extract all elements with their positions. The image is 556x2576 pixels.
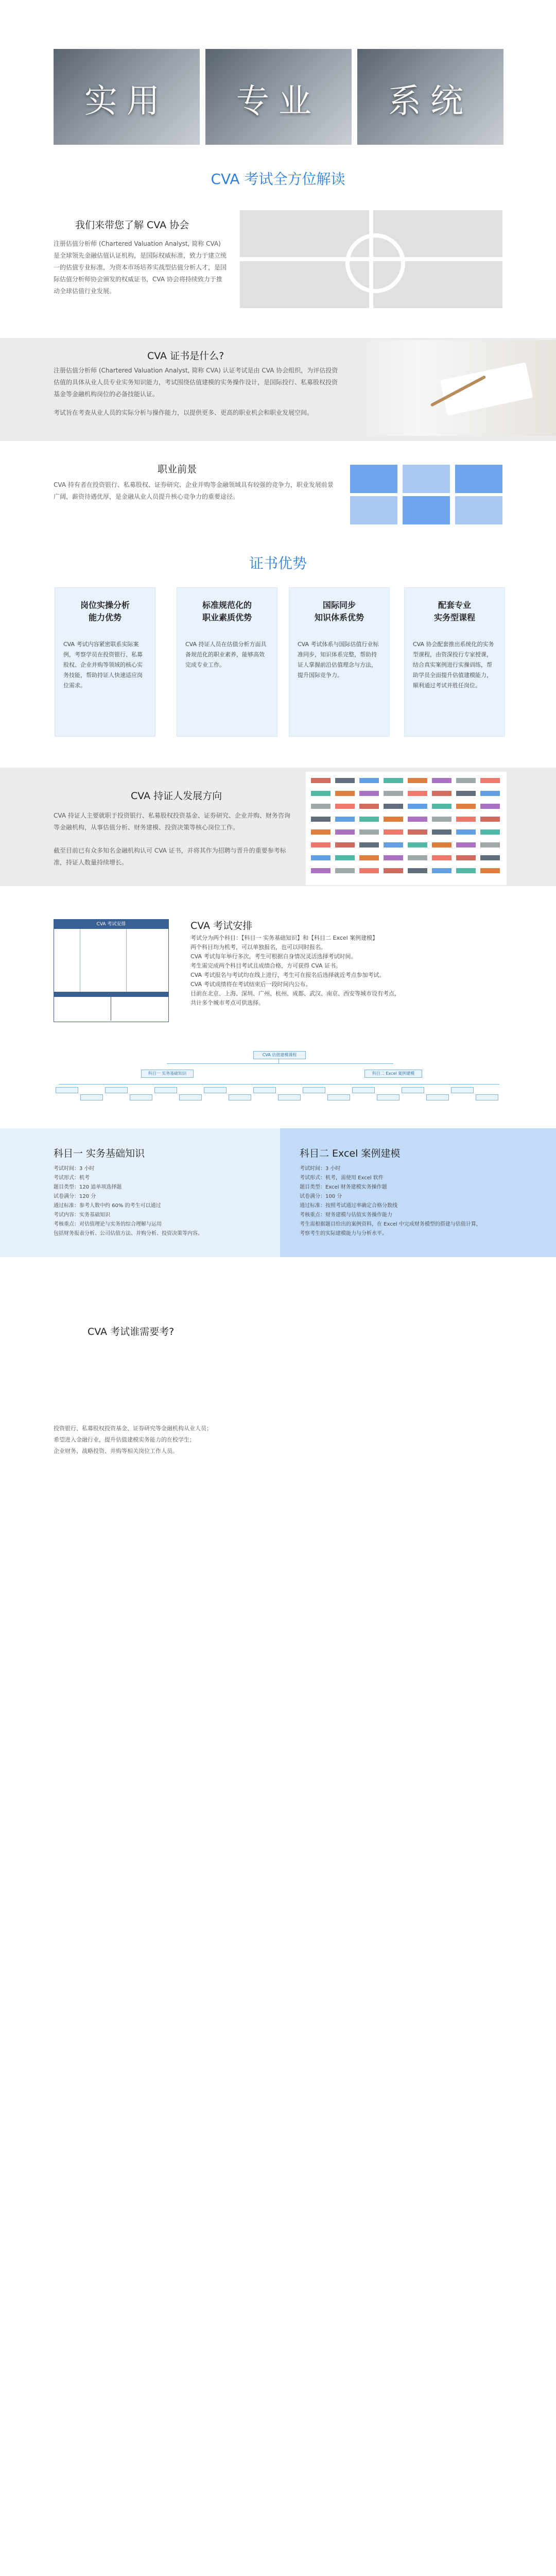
tree-leaf-node (377, 1094, 399, 1100)
partner-logo (480, 829, 500, 835)
partner-logo (480, 868, 500, 873)
partner-logo (359, 791, 379, 796)
partner-logo (335, 868, 355, 873)
need-line: 企业财务、战略投资、并购等相关岗位工作人员。 (54, 1448, 178, 1454)
schedule-lines (190, 934, 499, 1008)
schedule-line: CVA 考试报名与考试均在线上进行，考生可在报名后选择就近考点参加考试。 (190, 972, 385, 978)
partner-logo (335, 778, 355, 783)
subject1-line: 题目类型：120 道单项选择题 (54, 1184, 122, 1190)
partner-logo (335, 791, 355, 796)
tree-leaf-node (402, 1087, 424, 1093)
tree-leaf-node (303, 1087, 325, 1093)
subject1-line: 考核重点：对估值理论与实务的综合理解与运用 (54, 1222, 162, 1227)
schedule-line: 两个科目均为机考，可以单独报名，也可以同时报名。 (190, 944, 326, 951)
partner-logo (359, 804, 379, 809)
partner-logo (408, 868, 427, 873)
partner-logo (456, 778, 476, 783)
subject2-line: 通过标准：按照考试通过率确定合格分数线 (300, 1203, 397, 1209)
partner-logo (311, 868, 331, 873)
subject1-line: 考试形式：机考 (54, 1175, 90, 1181)
partner-logo (359, 868, 379, 873)
subject2-line: 考生需根据题目给出的案例资料，在 Excel 中完成财务模型的搭建与估值计算， (300, 1222, 481, 1227)
partner-logo (480, 842, 500, 848)
intro-title: 我们来带您了解 CVA 协会 (75, 219, 189, 231)
partner-logo (311, 817, 331, 822)
subject2-line: 考核重点：财务建模与估值实务操作能力 (300, 1212, 392, 1218)
partner-logo (335, 817, 355, 822)
partner-logo (432, 791, 451, 796)
partner-logo (311, 804, 331, 809)
tree-leaf-node (426, 1094, 449, 1100)
need-lines (54, 1423, 254, 1457)
tree-leaf-node (80, 1094, 103, 1100)
partner-logo (408, 804, 427, 809)
career-tiles (350, 465, 505, 524)
intro-image (240, 210, 502, 308)
partner-logo (480, 791, 500, 796)
partner-logo (335, 842, 355, 848)
partner-logo (359, 829, 379, 835)
card-text: CVA 持证人员在估值分析方面具备规范化的职业素养，能够高效完成专业工作。 (185, 641, 267, 668)
advantage-card-1 (55, 587, 155, 737)
course-tree (54, 1051, 505, 1118)
partner-logo (408, 778, 427, 783)
card-title-line1: 岗位实操分析 (80, 600, 130, 610)
subject2-line: 试卷满分：100 分 (300, 1194, 342, 1199)
partner-logo (408, 855, 427, 860)
tree-leaf-node (105, 1087, 128, 1093)
partner-logo (432, 842, 451, 848)
card-title-line1: 标准规范化的 (202, 600, 252, 610)
advantage-card-2 (177, 587, 277, 737)
subject2-line: 考试时间：3 小时 (300, 1166, 341, 1172)
subject2-line: 考察考生的实际建模能力与分析水平。 (300, 1231, 387, 1236)
tree-leaf-node (154, 1087, 177, 1093)
subject2-line: 考试形式：机考，需使用 Excel 软件 (300, 1175, 384, 1181)
subject1-line: 考试内容：实务基础知识 (54, 1212, 110, 1218)
tree-leaf-node (56, 1087, 78, 1093)
hero-card-label: 系统 (388, 82, 473, 121)
need-line: 投资银行、私募股权投资基金、证券研究等金融机构从业人员； (54, 1425, 212, 1432)
tree-leaf-node (204, 1087, 227, 1093)
what-title: CVA 证书是什么? (147, 350, 224, 362)
what-text-1: 注册估值分析师 (Chartered Valuation Analyst, 简称 CVA) 认证考试是由 CVA 协会组织，为评估投资估值的具体从业人员专业实务知识能力，考试围绕估值建模的实务操作设计，是国际投行、私募股权投资基金等金融机构岗位的必备技能认证。 (54, 367, 338, 398)
partner-logo (311, 855, 331, 860)
schedule-line: CVA 考试每年举行多次，考生可根据自身情况灵活选择考试时间。 (190, 953, 357, 960)
partner-logo-wall (306, 772, 507, 885)
card-title-line2: 职业素质优势 (202, 613, 252, 622)
subject2-title: 科目二 Excel 案例建模 (300, 1148, 401, 1159)
subject1-line: 包括财务报表分析、公司估值方法、并购分析、投资决策等内容。 (54, 1231, 203, 1236)
hero-card-label: 专业 (236, 82, 321, 121)
partner-logo (408, 791, 427, 796)
partner-logo (384, 868, 403, 873)
hero-card-practical (54, 49, 200, 145)
tree-leaf-node (253, 1087, 276, 1093)
schedule-table-header: CVA 考试安排 (54, 920, 168, 929)
card-title-line1: 配套专业 (438, 600, 471, 610)
partner-logo (311, 778, 331, 783)
partner-logo (384, 817, 403, 822)
partner-logo (456, 855, 476, 860)
subject2-lines (300, 1164, 506, 1239)
card-title-line2: 知识体系优势 (314, 613, 364, 622)
career-text: CVA 持有者在投资银行、私募股权、证券研究、企业并购等金融领域具有较强的竞争力，职业发展前景广阔，薪资待遇优厚，是金融从业人员提升核心竞争力的重要途径。 (54, 481, 334, 500)
partner-logo (408, 817, 427, 822)
partner-logo (432, 868, 451, 873)
subject1-line: 试卷满分：120 分 (54, 1194, 96, 1199)
tree-leaf-node (476, 1094, 498, 1100)
schedule-line: 目前在北京、上海、深圳、广州、杭州、成都、武汉、南京、西安等城市设有考点， (190, 990, 400, 997)
partner-logo (456, 868, 476, 873)
direction-text-2: 截至目前已有众多知名金融机构认可 CVA 证书，并将其作为招聘与晋升的重要参考标准，持证人数量持续增长。 (54, 847, 286, 866)
partner-logo (432, 778, 451, 783)
partner-logo (456, 829, 476, 835)
subject2-line: 题目类型：Excel 财务建模实务操作题 (300, 1184, 387, 1190)
hero-card-label: 实用 (84, 82, 169, 121)
partner-logo (311, 791, 331, 796)
career-title: 职业前景 (158, 464, 197, 475)
tree-left: 科目一 实务基础知识 (141, 1070, 194, 1078)
partner-logo (432, 829, 451, 835)
subject1-line: 通过标准：参考人数中约 60% 的考生可以通过 (54, 1203, 161, 1209)
partner-logo (335, 855, 355, 860)
hero-card-systematic (357, 49, 503, 145)
partner-logo (480, 855, 500, 860)
need-title: CVA 考试谁需要考? (88, 1326, 175, 1337)
tree-leaf-node (179, 1094, 202, 1100)
schedule-table (54, 919, 169, 1022)
advantage-card-3 (289, 587, 390, 737)
card-text: CVA 考试内容紧密联系实际案例，考察学员在投资银行、私募股权、企业并购等领域的核心实务技能，帮助持证人快速适应岗位需求。 (63, 641, 143, 689)
partner-logo (384, 855, 403, 860)
partner-logo (384, 791, 403, 796)
partner-logo (480, 817, 500, 822)
partner-logo (456, 842, 476, 848)
partner-logo (480, 804, 500, 809)
partner-logo (384, 829, 403, 835)
partner-logo (335, 804, 355, 809)
partner-logo (456, 791, 476, 796)
partner-logo (480, 778, 500, 783)
tree-leaf-node (229, 1094, 251, 1100)
partner-logo (408, 842, 427, 848)
schedule-line: 考试分为两个科目：【科目一 实务基础知识】和【科目二 Excel 案例建模】 (190, 935, 378, 941)
partner-logo (359, 778, 379, 783)
partner-logo (432, 855, 451, 860)
what-image (360, 340, 556, 436)
partner-logo (432, 804, 451, 809)
schedule-line: 共计多个城市考点可供选择。 (190, 999, 264, 1006)
partner-logo (432, 817, 451, 822)
hero-card-professional (205, 49, 352, 145)
schedule-line: CVA 考试成绩将在考试结束后一段时间内公布。 (190, 981, 311, 988)
card-text: CVA 考试体系与国际估值行业标准同步，知识体系完整，帮助持证人掌握前沿估值理念与方法，提升国际竞争力。 (298, 641, 379, 679)
partner-logo (311, 842, 331, 848)
partner-logo (384, 804, 403, 809)
partner-logo (359, 855, 379, 860)
partner-logo (408, 829, 427, 835)
subject1-line: 考试时间：3 小时 (54, 1166, 95, 1172)
partner-logo (335, 829, 355, 835)
tree-leaf-node (327, 1094, 350, 1100)
partner-logo (384, 842, 403, 848)
schedule-line: 考生需完成两个科目考试且成绩合格，方可获得 CVA 证书。 (190, 962, 342, 969)
tree-root: CVA 估值建模课程 (253, 1051, 306, 1059)
tree-leaf-node (130, 1094, 152, 1100)
schedule-title: CVA 考试安排 (190, 920, 253, 931)
need-line: 希望进入金融行业，提升估值建模实务能力的在校学生； (54, 1436, 195, 1443)
tree-leaf-node (352, 1087, 375, 1093)
section-title-overview: CVA 考试全方位解读 (211, 171, 345, 188)
card-title-line2: 实务型课程 (433, 613, 475, 622)
partner-logo (456, 817, 476, 822)
what-text-2: 考试旨在考查从业人员的实际分析与操作能力，以提供更多、更高的职业机会和职业发展空间。 (54, 409, 314, 416)
tree-leaf-node (278, 1094, 301, 1100)
partner-logo (359, 842, 379, 848)
direction-text-1: CVA 持证人主要就职于投资银行、私募股权投资基金、证券研究、企业并购、财务咨询等金融机构，从事估值分析、财务建模、投资决策等核心岗位工作。 (54, 812, 290, 831)
partner-logo (456, 804, 476, 809)
subject1-lines (54, 1164, 259, 1239)
intro-text: 注册估值分析师 (Chartered Valuation Analyst, 简称 CVA) 是全球领先金融估值认证机构，是国际权威标准，致力于建立统一的估值专业标准，为资本市场培养实战型估值分析人才，是国际估值分析师协会颁发的权威证书，CVA 协会将持续致力于推动全球估值行业发展。 (54, 240, 227, 295)
partner-logo (359, 817, 379, 822)
partner-logo (384, 778, 403, 783)
card-title-line2: 能力优势 (88, 613, 121, 622)
subject1-title: 科目一 实务基础知识 (54, 1148, 145, 1159)
direction-title: CVA 持证人发展方向 (131, 790, 222, 802)
card-title-line1: 国际同步 (322, 600, 356, 610)
card-text: CVA 协会配套推出系统化的实务型课程，由资深投行专家授课，结合真实案例进行实操训练，帮助学员全面提升估值建模能力，顺利通过考试并胜任岗位。 (413, 641, 494, 689)
tree-right: 科目二 Excel 案例建模 (364, 1070, 422, 1078)
advantage-card-4 (404, 587, 505, 737)
tree-leaf-node (451, 1087, 474, 1093)
section-title-advantages: 证书优势 (249, 555, 307, 572)
partner-logo (311, 829, 331, 835)
